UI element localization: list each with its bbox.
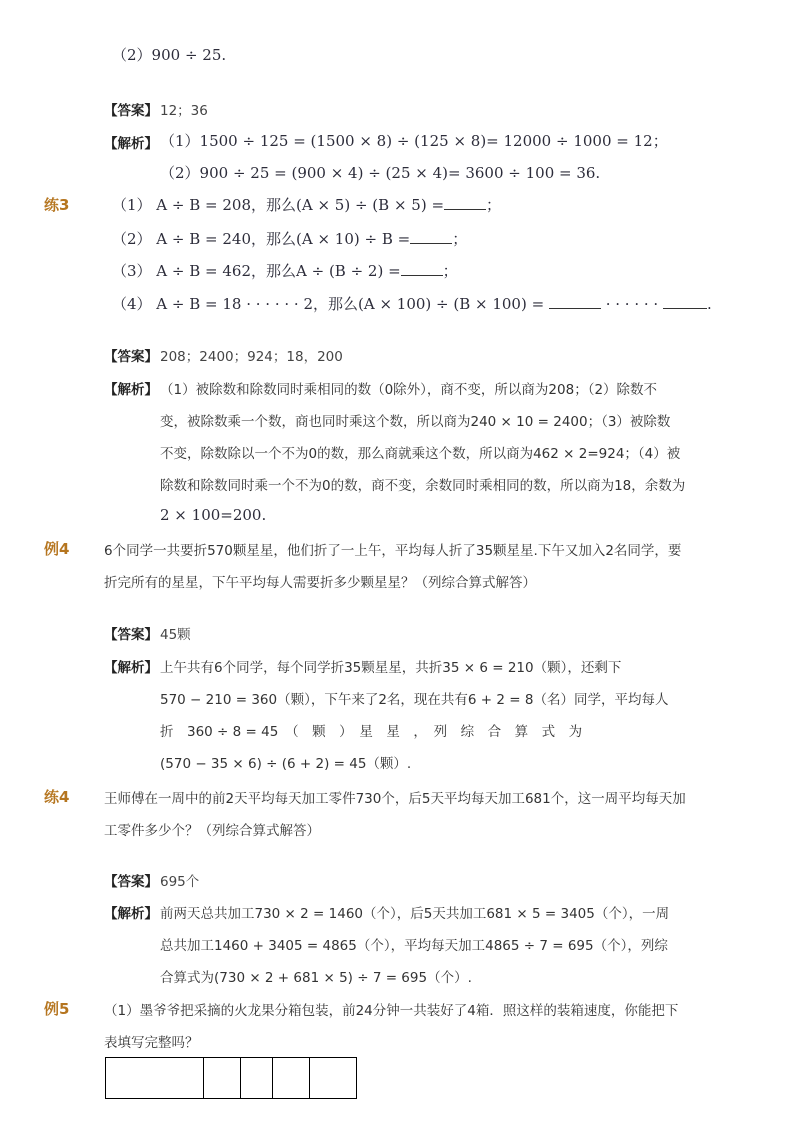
analysis-line: 总共加工1460 + 3405 = 4865（个），平均每天加工4865 ÷ 7 = 695（个），列综 (160, 938, 668, 954)
answer-blank (410, 228, 452, 244)
table-cell[interactable] (310, 1058, 357, 1099)
answer-tag: 【答案】 (104, 349, 158, 365)
example-question: 折完所有的星星，下午平均每人需要折多少颗星星？（列综合算式解答） (104, 575, 536, 591)
answer-blank (401, 260, 443, 276)
exercise-label: 练3 (44, 196, 70, 214)
exercise-question: （4） A ÷ B = 18 · · · · · · 2，那么(A × 100) ÷ (B × 100) = · · · · · · . (112, 295, 712, 313)
example-question: 6个同学一共要折570颗星星，他们折了一上午，平均每人折了35颗星星.下午又加入2名同学，要 (104, 543, 682, 559)
exercise-question: （2） A ÷ B = 240，那么(A × 10) ÷ B = ； (112, 230, 468, 248)
answer-text: 695个 (160, 874, 200, 890)
answer-tag: 【答案】 (104, 627, 158, 643)
analysis-line: （1）1500 ÷ 125 = (1500 × 8) ÷ (125 × 8)= 12000 ÷ 1000 = 12； (160, 132, 668, 150)
answer-blank (549, 293, 601, 309)
example-label: 例5 (44, 1000, 70, 1018)
analysis-line: (570 − 35 × 6) ÷ (6 + 2) = 45（颗）. (160, 756, 412, 772)
analysis-line: 570 − 210 = 360（颗），下午来了2名，现在共有6 + 2 = 8（名）同学，平均每人 (160, 692, 669, 708)
answer-text: 45颗 (160, 627, 191, 643)
exercise-question: （3） A ÷ B = 462，那么A ÷ (B ÷ 2) = ； (112, 262, 458, 280)
analysis-line: 除数和除数同时乘一个不为0的数，商不变，余数同时乘相同的数，所以商为18，余数为 (160, 478, 686, 494)
analysis-tag: 【解析】 (104, 382, 158, 398)
exercise-label: 练4 (44, 788, 70, 806)
answer-text: 208；2400；924；18，200 (160, 349, 343, 365)
analysis-line: 合算式为(730 × 2 + 681 × 5) ÷ 7 = 695（个）. (160, 970, 472, 986)
analysis-tag: 【解析】 (104, 906, 158, 922)
example-question: 表填写完整吗？ (104, 1035, 199, 1051)
table-cell[interactable] (204, 1058, 241, 1099)
answer-blank (663, 293, 707, 309)
answer-blank (444, 194, 486, 210)
exercise-question: （1） A ÷ B = 208，那么(A × 5) ÷ (B × 5) = ； (112, 196, 502, 214)
answer-text: 12；36 (160, 103, 208, 119)
analysis-line: 上午共有6个同学，每个同学折35颗星星，共折35 × 6 = 210（颗），还剩下 (160, 660, 622, 676)
table-cell[interactable] (273, 1058, 310, 1099)
exercise-question: 工零件多少个？（列综合算式解答） (104, 823, 320, 839)
example-label: 例4 (44, 540, 70, 558)
question-2-line: （2）900 ÷ 25. (112, 46, 227, 64)
analysis-line: 不变，除数除以一个不为0的数，那么商就乘这个数，所以商为462 × 2=924；（4）被 (160, 446, 681, 462)
analysis-line: （2）900 ÷ 25 = (900 × 4) ÷ (25 × 4)= 3600 ÷ 100 = 36. (160, 164, 601, 182)
analysis-line: 变，被除数乘一个数，商也同时乘这个数，所以商为240 × 10 = 2400；（3）被除数 (160, 414, 671, 430)
answer-tag: 【答案】 (104, 103, 158, 119)
analysis-tag: 【解析】 (104, 136, 158, 152)
answer-tag: 【答案】 (104, 874, 158, 890)
analysis-line: 2 × 100=200. (160, 506, 267, 524)
table-cell[interactable] (241, 1058, 273, 1099)
analysis-tag: 【解析】 (104, 660, 158, 676)
example-question: （1）墨爷爷把采摘的火龙果分箱包装，前24分钟一共装好了4箱．照这样的装箱速度，你能把下 (104, 1003, 679, 1019)
analysis-line: 折 360 ÷ 8 = 45 （ 颗 ） 星 星 ， 列 综 合 算 式 为 (160, 724, 583, 740)
fill-in-table (105, 1057, 357, 1099)
table-cell[interactable] (106, 1058, 204, 1099)
analysis-line: 前两天总共加工730 × 2 = 1460（个），后5天共加工681 × 5 = 3405（个），一周 (160, 906, 670, 922)
analysis-line: （1）被除数和除数同时乘相同的数（0除外），商不变，所以商为208；（2）除数不 (160, 382, 658, 398)
exercise-question: 王师傅在一周中的前2天平均每天加工零件730个，后5天平均每天加工681个，这一周平均每天加 (104, 791, 686, 807)
